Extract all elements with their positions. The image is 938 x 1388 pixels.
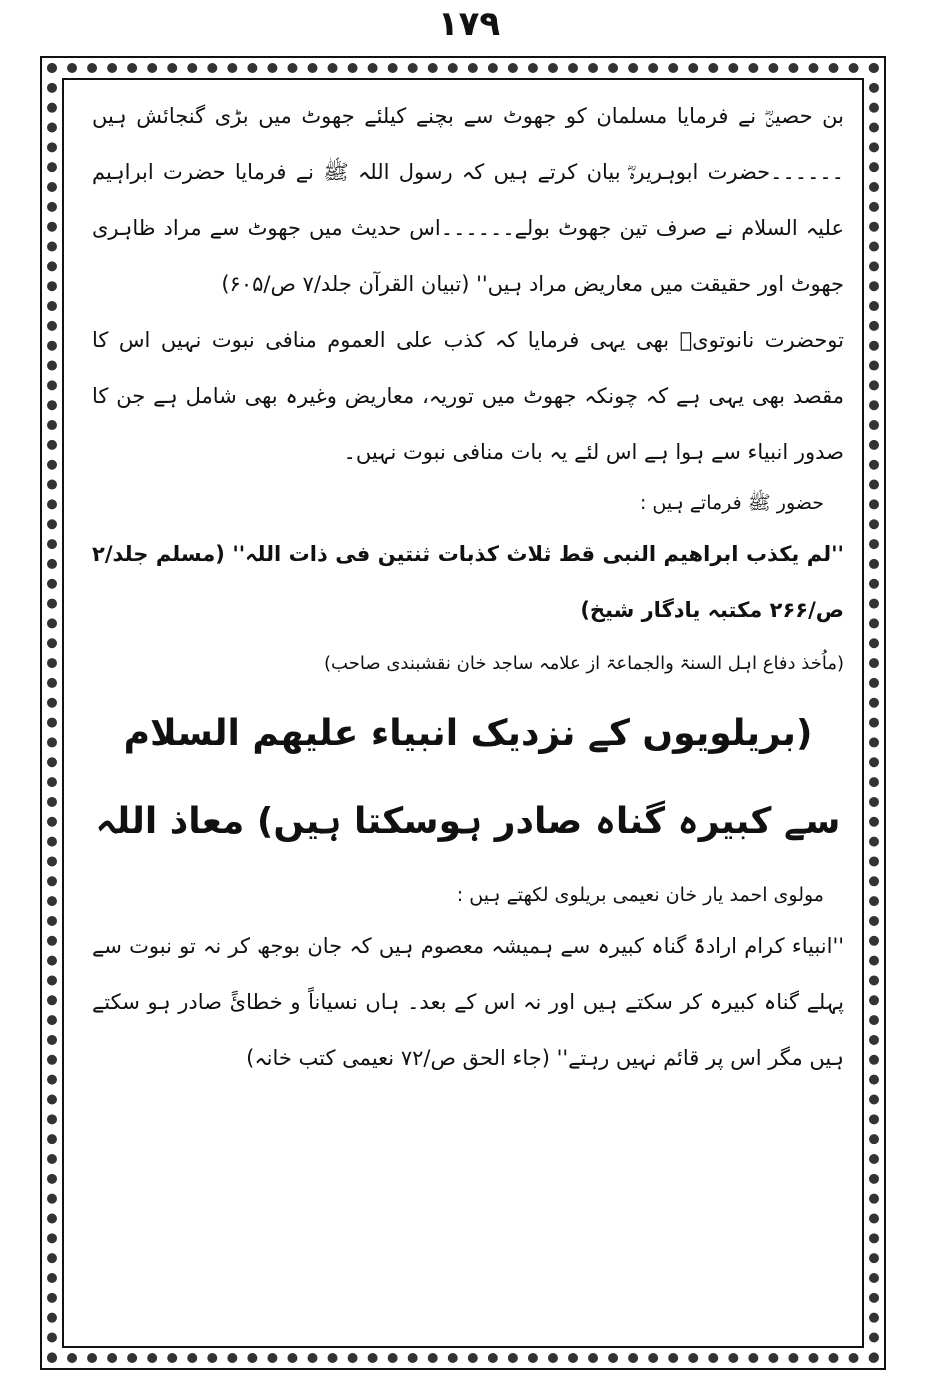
source-note: (ماُخذ دفاع اہل السنۃ والجماعۃ از علامہ ساجد خان نقشبندی صاحب) (324, 653, 844, 674)
hadith-quote: ''لم یکذب ابراھیم النبی قط ثلاث کذبات ثنتین فی ذات اللہ'' (مسلم جلد/۲ ص/۲۶۶ مکتبہ یادگار شیخ) (92, 542, 844, 622)
label-maulvi-ahmad: مولوی احمد یار خان نعیمی بریلوی لکھتے ہیں : (456, 884, 824, 906)
page-content (92, 88, 844, 1086)
paragraph-tibyan-quote: بن حصینؓ نے فرمایا مسلمان کو جھوٹ سے بچنے کیلئے جھوٹ میں بڑی گنجائش ہیں ۔۔۔۔۔۔حضرت ابوہریرہؓ بیان کرتے ہیں کہ رسول اللہ ﷺ نے فرمایا حضرت ابراہیم علیہ السلام نے صرف تین جھوٹ بولے۔۔۔۔۔۔اس حدیث میں جھوٹ سے مراد ظاہری جھوٹ اور حقیقت میں معاریض مراد ہیں'' (تبیان القرآن جلد/۷ ص/۶۰۵) (92, 104, 844, 296)
page-number: ۱۷۹ (437, 4, 501, 44)
section-heading: (بریلویوں کے نزدیک انبیاء علیھم السلام سے کبیرہ گناہ صادر ہوسکتا ہیں) معاذ اللہ (95, 713, 841, 842)
paragraph-jaa-ul-haq: ''انبیاء کرام ارادۃً گناہ کبیرہ سے ہمیشہ معصوم ہیں کہ جان بوجھ کر نہ تو نبوت سے پہلے گناہ کبیرہ کر سکتے ہیں اور نہ اس کے بعد۔ ہاں نسیاناً و خطائً صادر ہو سکتے ہیں مگر اس پر قائم نہیں رہتے'' (جاء الحق ص/۷۲ نعیمی کتب خانہ) (92, 934, 844, 1070)
paragraph-nanotvi: توحضرت نانوتویؒ بھی یہی فرمایا کہ کذب علی العموم منافی نبوت نہیں اس کا مقصد بھی یہی ہے کہ چونکہ جھوٹ میں توریہ، معاریض وغیرہ بھی شامل ہے جن کا صدور انبیاء سے ہوا ہے اس لئے یہ بات منافی نبوت نہیں۔ (92, 328, 844, 464)
label-huzoor-farmate: حضور ﷺ فرماتے ہیں : (639, 492, 824, 514)
